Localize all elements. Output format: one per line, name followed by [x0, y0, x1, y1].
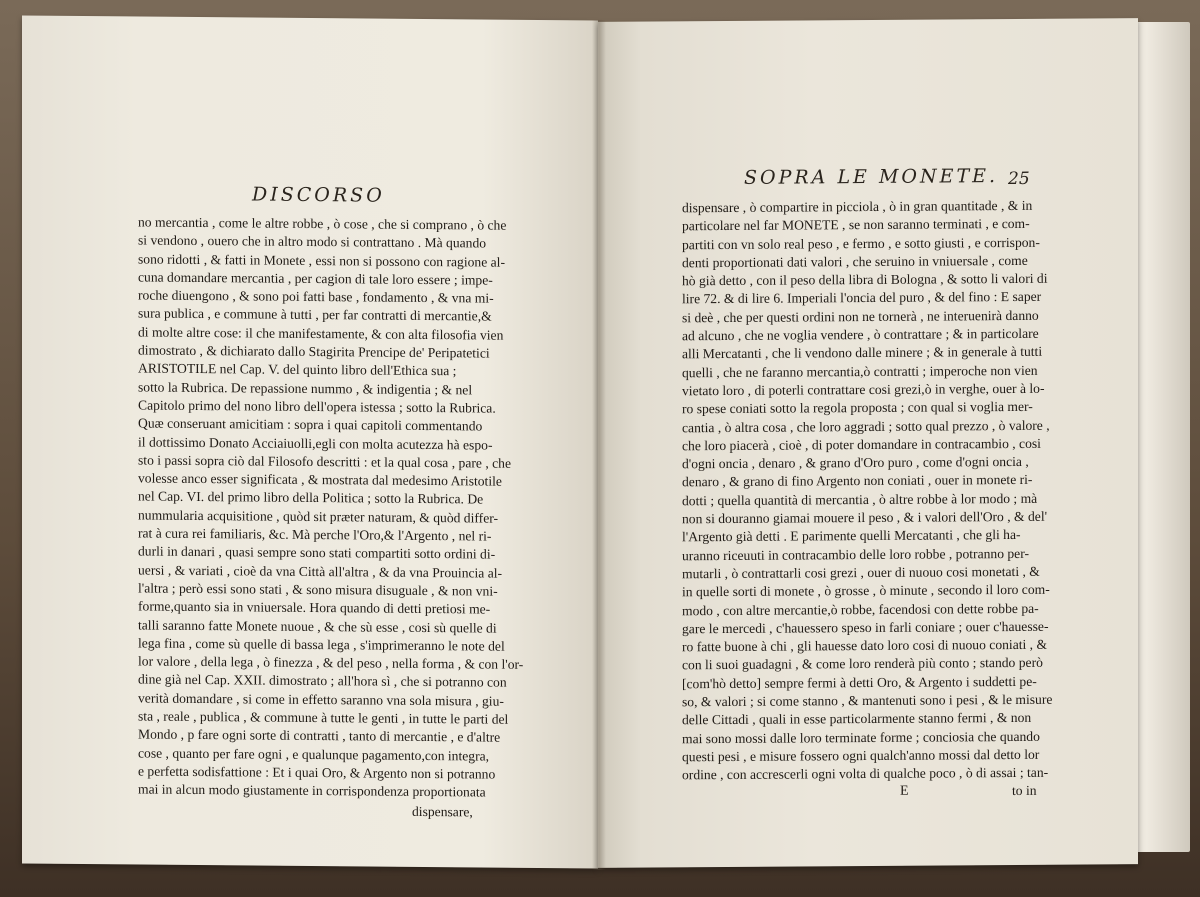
text-line: dimostrato , & dichiarato dallo Stagirita Prencipe de' Peripatetici — [138, 342, 490, 361]
text-line: d'ogni oncia , denaro , & grano d'Oro puro , come d'ogni oncia , — [682, 454, 1029, 472]
right-catchword: to in — [1012, 782, 1037, 798]
text-line: denti proportionati dati valori , che seruino in vniuersale , come — [682, 252, 1028, 271]
text-line: particolare nel far MONETE , se non saranno terminati , e com- — [682, 216, 1030, 234]
text-line: il dottissimo Donato Acciaiuolli,egli con molta acutezza hà espo- — [138, 434, 493, 453]
page-number: 25 — [1008, 168, 1030, 190]
text-line: Mondo , p fare ogni sorte di contratti , tanto di mercantie , e d'altre — [138, 726, 501, 745]
right-page — [598, 18, 1138, 868]
text-line: no mercantia , come le altre robbe , ò cose , che si comprano , ò che — [138, 214, 507, 233]
text-line: Capitolo primo del nono libro dell'opera istessa ; sotto la Rubrica. — [138, 397, 496, 416]
text-line: forme,quanto sia in vniuersale. Hora quando di detti pretiosi me- — [138, 598, 491, 617]
text-line: lire 72. & di lire 6. Imperiali l'oncia del puro , & del fino : E saper — [682, 289, 1042, 307]
text-line: mai sono mossi dalle loro terminate forme ; conciosia che quando — [682, 728, 1040, 746]
text-line: dine già nel Cap. XXII. dimostrato ; all'hora sì , che si potranno con — [138, 671, 507, 691]
text-line: lor valore , della lega , ò finezza , & del peso , nella forma , & con l'or- — [138, 653, 524, 672]
text-line: partiti con vn solo real peso , e fermo , e sotto giusti , e corrispon- — [682, 234, 1040, 252]
text-line: lega fina , come sù quelle di bassa lega , s'imprimeranno le note del — [138, 635, 505, 654]
left-running-head: DISCORSO — [252, 183, 385, 207]
left-catchword: dispensare, — [412, 803, 473, 820]
text-line: cose , quanto per fare ogni , e qualunque pagamento,con integra, — [138, 745, 490, 764]
text-line: ro fatte buone à chi , gli hauesse dato loro cosi di nuouo coniati , & — [682, 636, 1048, 655]
text-line: non si douranno giamai mouere il peso , & i valori dell'Oro , & del' — [682, 508, 1048, 527]
text-line: ad alcuno , che ne voglia vendere , ò contrattare ; & in particolare — [682, 325, 1039, 344]
text-line: mai in alcun modo giustamente in corrispondenza proportionata — [138, 781, 486, 800]
text-line: volesse anco esser significata , & mostrata dal medesimo Aristotile — [138, 470, 502, 489]
text-line: sto i passi sopra ciò dal Filosofo descritti : et la qual cosa , pare , che — [138, 452, 511, 471]
text-line: sotto la Rubrica. De repassione nummo , & indigentia ; & nel — [138, 379, 473, 398]
text-line: sta , reale , publica , & commune à tutte le genti , in tutte le parti del — [138, 708, 509, 727]
text-line: l'altra ; però essi sono stati , & sono misura disuguale , & non vni- — [138, 580, 498, 599]
left-page — [22, 15, 598, 868]
right-body-text — [682, 197, 1052, 785]
text-line: si vendono , ouero che in altro modo si contrattano . Mà quando — [138, 232, 487, 251]
text-line: sura publica , e commune à tutti , per far contratti di mercantie,& — [138, 305, 492, 325]
text-line: ro spese coniati sotto la regola proposta ; con qual si voglia mer- — [682, 399, 1033, 417]
text-line: verità domandare , si come in effetto saranno vna sola misura , giu- — [138, 690, 504, 709]
text-line: l'Argento già detti . E parimente quelli Mercatanti , che gli ha- — [682, 527, 1021, 545]
text-line: hò già detto , con il peso della libra di Bologna , & sotto li valori di — [682, 270, 1048, 289]
right-running-head: SOPRA LE MONETE. — [744, 165, 999, 189]
text-line: gare le mercedi , c'hauessero speso in farli coniare ; ouer c'hauesse- — [682, 618, 1049, 637]
text-line: si deè , che per questi ordini non ne tornerà , ne interuenirà danno — [682, 307, 1039, 326]
text-line: in quelle sorti di monete , ò grosse , ò minute , secondo il loro com- — [682, 581, 1050, 600]
text-line: mutarli , ò contrattarli cosi grezi , ouer di nuouo cosi monetati , & — [682, 563, 1040, 582]
text-line: [com'hò detto] sempre fermi à detti Oro, & Argento i suddetti pe- — [682, 673, 1037, 692]
text-line: nummularia acquisitione , quòd sit præter naturam, & quòd differ- — [138, 507, 499, 526]
text-line: talli saranno fatte Monete nuoue , & che sù esse , cosi sù quelle di — [138, 617, 497, 636]
text-line: che loro piacerà , cioè , di poter domandare in contracambio , cosi — [682, 435, 1041, 454]
text-line: rat à cura rei familiaris, &c. Mà perche l'Oro,& l'Argento , nel ri- — [138, 525, 492, 544]
text-line: quelli , che ne faranno mercantia,ò contratti ; imperoche non vien — [682, 362, 1038, 380]
text-line: denaro , & grano di fino Argento non coniati , ouer in monete ri- — [682, 472, 1033, 490]
signature-mark: E — [900, 783, 909, 799]
text-line: dotti ; quella quantità di mercantia , ò altre robbe à lor modo ; mà — [682, 490, 1038, 509]
text-line: questi pesi , e misure fossero ogni qualch'anno mossi dal detto lor — [682, 746, 1040, 765]
text-line: sono ridotti , & fatti in Monete , essi non si possono con ragione al- — [138, 251, 505, 270]
book-gutter — [592, 20, 606, 870]
text-line: uersi , & variati , cioè da vna Città all'altra , & da vna Prouincia al- — [138, 562, 503, 581]
text-line: ARISTOTILE nel Cap. V. del quinto libro dell'Ethica sua ; — [138, 360, 457, 379]
text-line: delle Cittadi , quali in esse particolarmente stanno fermi , & non — [682, 710, 1032, 728]
text-line: modo , con altre mercantie,ò robbe, facendosi con dette robbe pa- — [682, 600, 1039, 618]
text-line: cantia , ò altra cosa , che loro aggradi ; sotto qual prezzo , ò valore , — [682, 417, 1050, 435]
text-line: ordine , con accrescerli ogni volta di qualche poco , ò di assai ; tan- — [682, 764, 1049, 783]
text-line: con li suoi guadagni , & come loro renderà più conto ; stando però — [682, 655, 1043, 673]
text-line: alli Mercatanti , che li vendono dalle minere ; & in generale à tutti — [682, 344, 1043, 362]
text-line: Quæ conseruant amicitiam : sopra i quai capitoli commentando — [138, 415, 483, 434]
text-line: vietato loro , di poterli contrattare cosi grezi,ò in verghe, ouer à lo- — [682, 380, 1045, 399]
text-line: cuna domandare mercantia , per cagion di tale loro essere ; impe- — [138, 269, 493, 288]
text-line: uranno riceuuti in contracambio delle loro robbe , potranno per- — [682, 545, 1029, 563]
text-line: roche diuengono , & sono poi fatti base , fondamento , & vna mi- — [138, 287, 494, 306]
text-line: nel Cap. VI. del primo libro della Politica ; sotto la Rubrica. De — [138, 488, 484, 507]
left-body-text — [138, 213, 523, 802]
text-line: e perfetta sodisfattione : Et i quai Oro, & Argento non si potranno — [138, 763, 496, 782]
text-line: dispensare , ò compartire in picciola , ò in gran quantitade , & in — [682, 197, 1033, 216]
text-line: durli in danari , quasi sempre sono stati compartiti sotto ordini di- — [138, 543, 496, 562]
text-line: di molte altre cose: il che manifestamente, & con alta filosofia vien — [138, 324, 504, 343]
text-line: so, & valori ; si come stanno , & mantenuti sono i pesi , & le misure — [682, 691, 1053, 710]
